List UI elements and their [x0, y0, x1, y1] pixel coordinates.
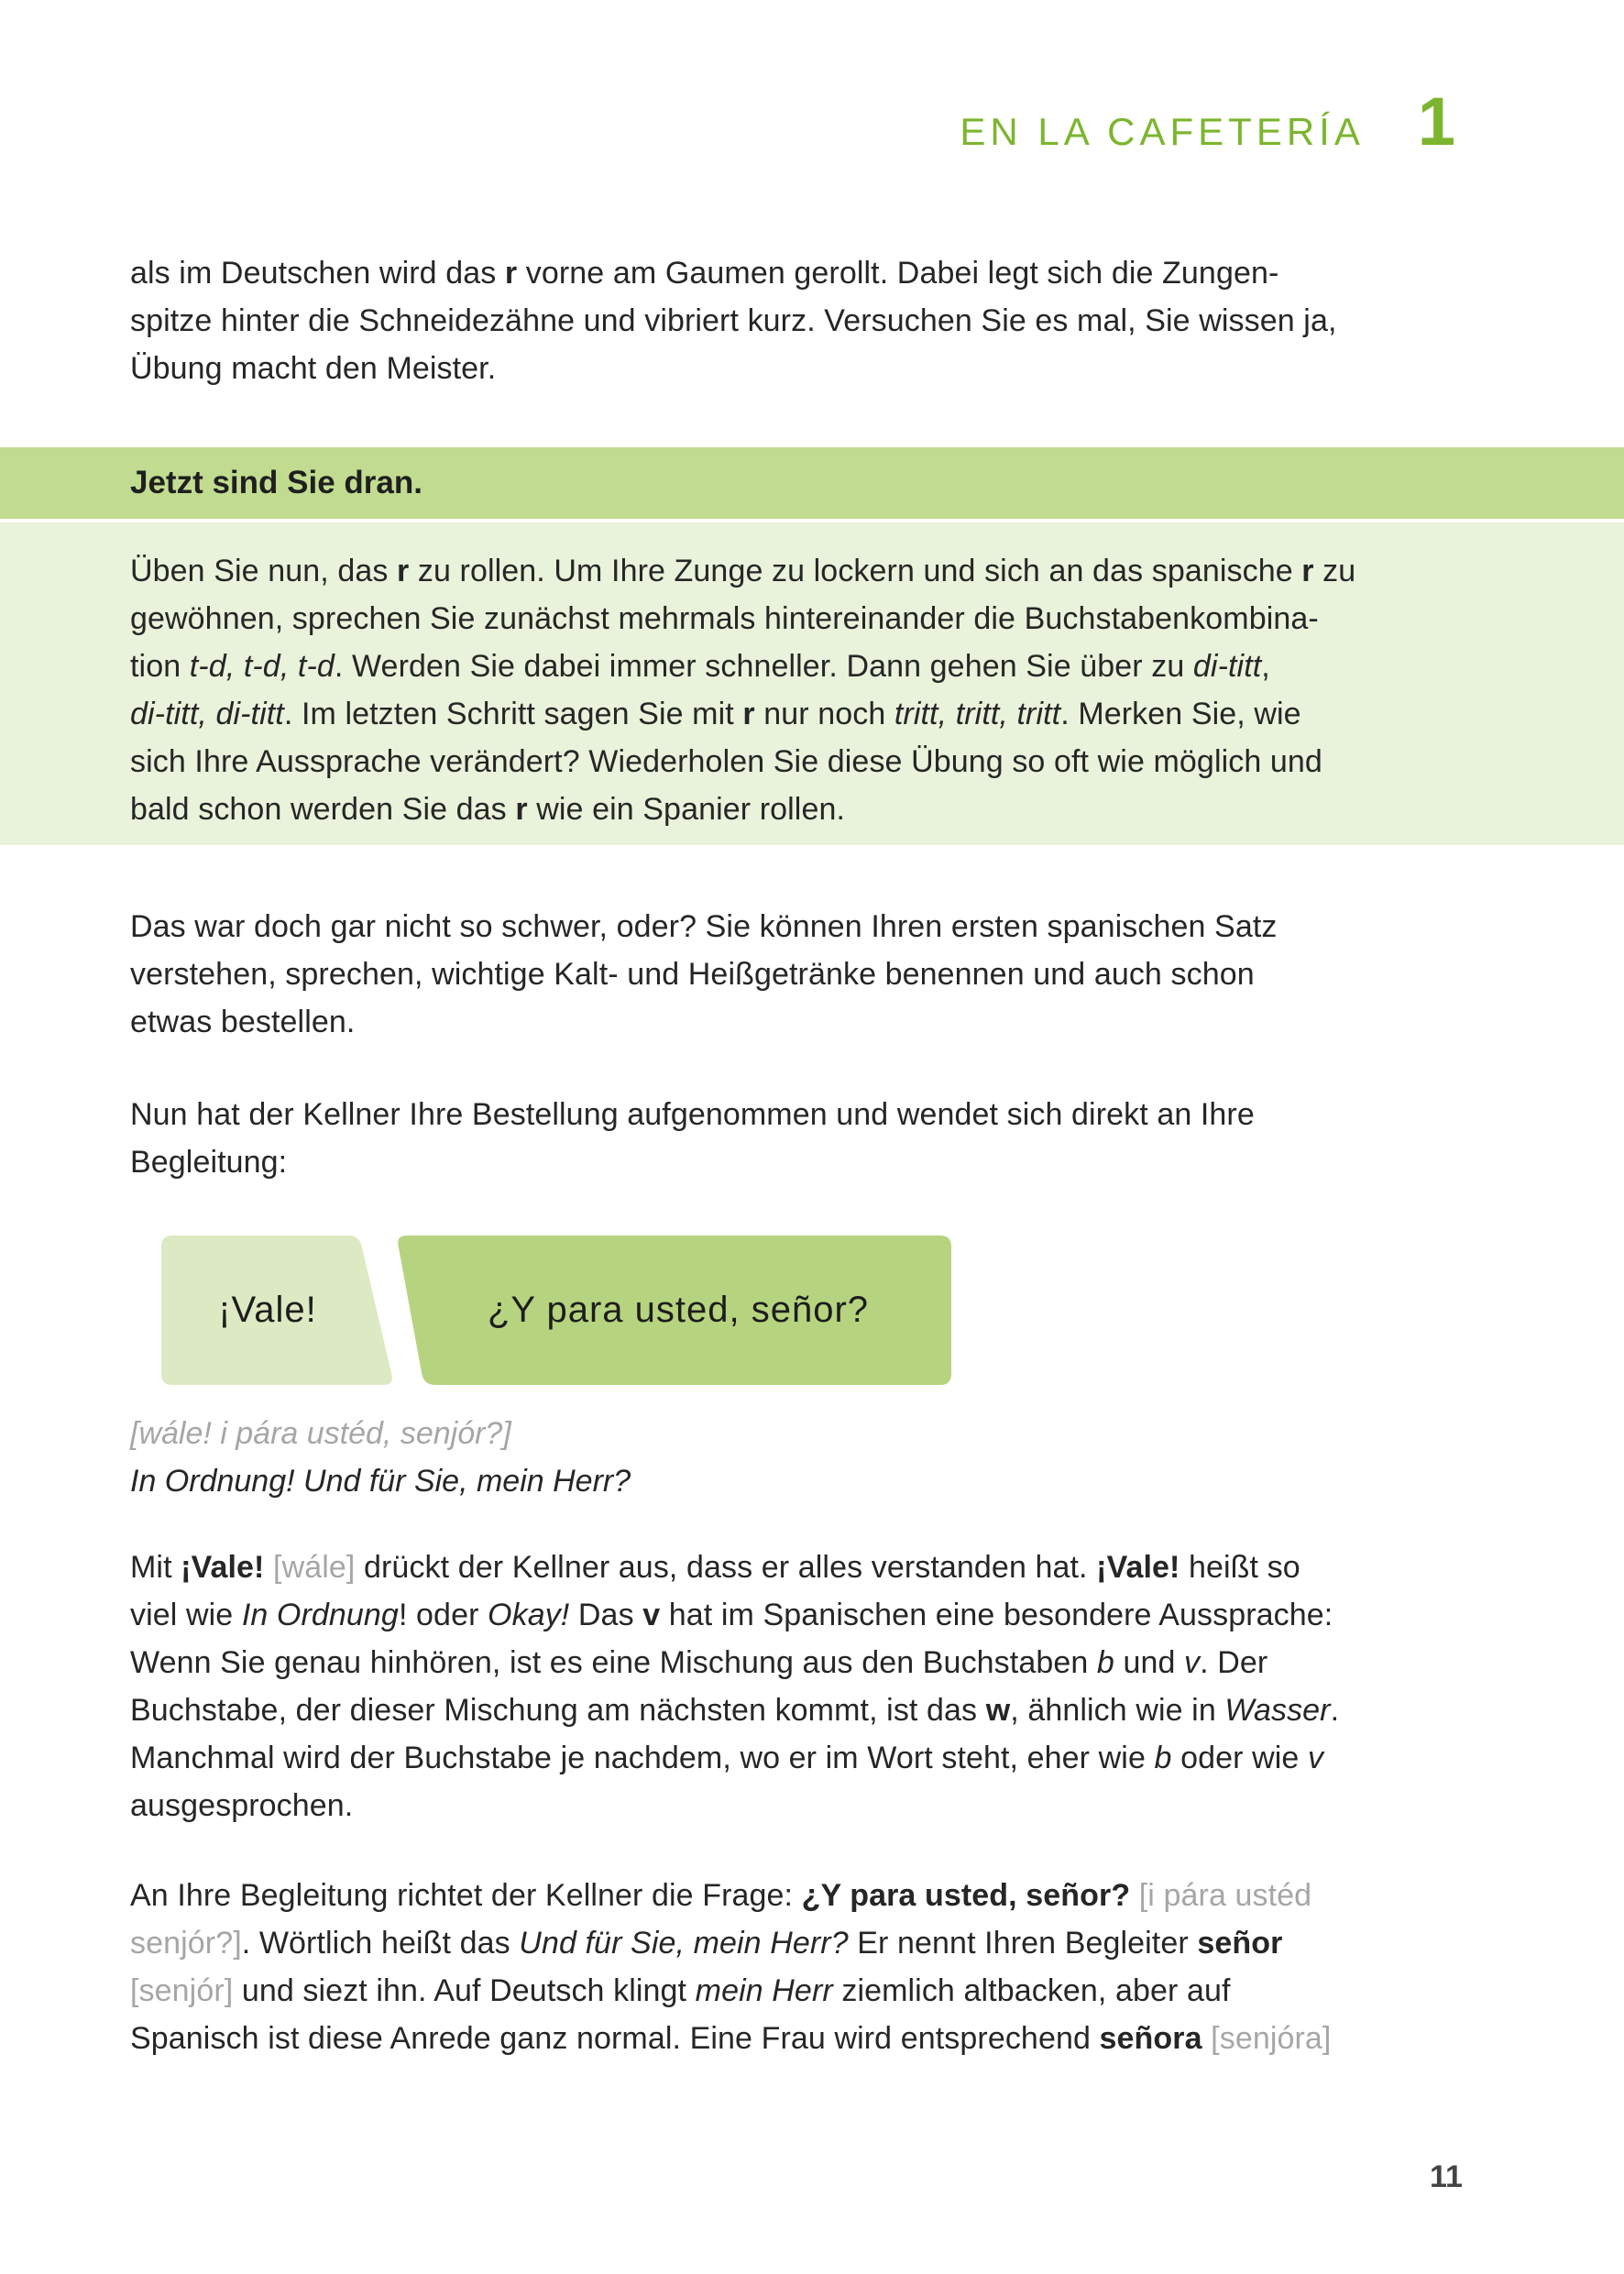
exercise-banner [0, 447, 1624, 519]
german-translation: In Ordnung! Und für Sie, mein Herr? [130, 1464, 631, 1499]
paragraph-vale-explanation: Mit ¡Vale! [wále] drückt der Kellner aus, dass er alles verstanden hat. ¡Vale! heißt so viel wie In Ordnung! oder Okay! Das v hat im Spanischen eine besondere Aussprache: Wenn Sie genau hinhören, ist es eine Mischung aus den Buchstaben b und v. Der Buchstabe, der dieser Mischung am nächsten kommt, ist das w, ähnlich wie in Wasser. Manchmal wird der Buchstabe je nachdem, wo er im Wort steht, eher wie b oder wie v ausgesprochen. [130, 1550, 1340, 1823]
phonetic-transcription: [wále! i pára ustéd, senjór?] [130, 1416, 511, 1451]
paragraph-recap: Das war doch gar nicht so schwer, oder? Sie können Ihren ersten spanischen Satz verstehen, sprechen, wichtige Kalt- und Heißgetränke benennen und auch schon etwas bestellen. [130, 909, 1278, 1039]
speech-bubble-vale-text: ¡Vale! [218, 1290, 317, 1330]
speech-bubble-question-text: ¿Y para usted, señor? [487, 1290, 870, 1330]
paragraph-senor-explanation: An Ihre Begleitung richtet der Kellner die Frage: ¿Y para usted, señor? [i pára ustéd senjór?]. Wörtlich heißt das Und für Sie, mein Herr? Er nennt Ihren Begleiter señor [senjór] und siezt ihn. Auf Deutsch klingt mein Herr ziemlich altbacken, aber auf Spanisch ist diese Anrede ganz normal. Eine Frau wird entsprechend señora [senjóra] [130, 1878, 1332, 2056]
speech-bubble-question [396, 1236, 951, 1385]
chapter-number: 1 [1417, 83, 1455, 159]
paragraph-exercise: Üben Sie nun, das r zu rollen. Um Ihre Zunge zu lockern und sich an das spanische r zu gewöhnen, sprechen Sie zunächst mehrmals hintereinander die Buchstabenkombina- tion t-d, t-d, t-d. Werden Sie dabei immer schneller. Dann gehen Sie über zu di-titt, di-titt, di-titt. Im letzten Schritt sagen Sie mit r nur noch tritt, tritt, tritt. Merken Sie, wie sich Ihre Aussprache verändert? Wiederholen Sie diese Übung so oft wie möglich und bald schon werden Sie das r wie ein Spanier rollen. [130, 554, 1356, 827]
page-number: 11 [1430, 2159, 1463, 2194]
speech-bubble-vale [161, 1236, 394, 1385]
exercise-box [0, 522, 1624, 845]
page-footer [1430, 2159, 1463, 2195]
paragraph-intro: als im Deutschen wird das r vorne am Gaumen gerollt. Dabei legt sich die Zungen- spitze hinter die Schneidezähne und vibriert kurz. Versuchen Sie es mal, Sie wissen ja, Übung macht den Meister. [130, 256, 1337, 386]
paragraph-waiter-intro: Nun hat der Kellner Ihre Bestellung aufgenommen und wendet sich direkt an Ihre Begleitung: [130, 1097, 1255, 1180]
exercise-banner-label: Jetzt sind Sie dran. [130, 465, 422, 500]
chapter-header [130, 83, 1455, 159]
chapter-title: EN LA CAFETERÍA [960, 110, 1365, 153]
